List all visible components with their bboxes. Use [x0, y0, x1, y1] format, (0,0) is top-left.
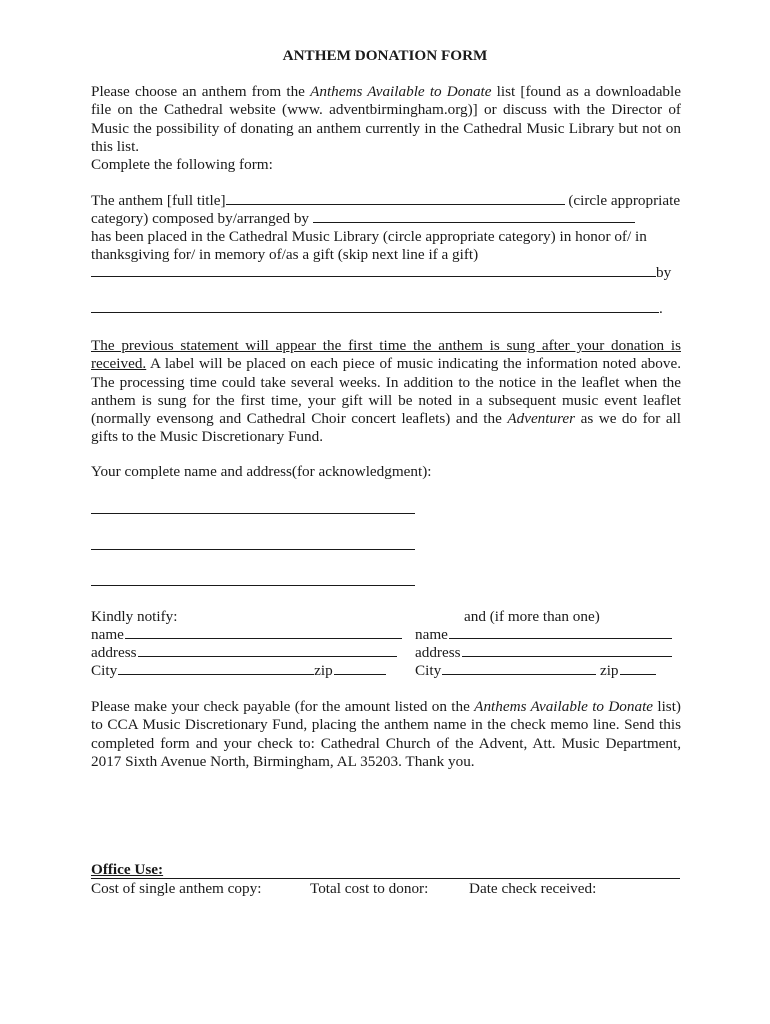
donor-row: [91, 300, 663, 318]
honoree-field[interactable]: [91, 264, 656, 277]
total-cost-label: Total cost to donor:: [310, 880, 429, 897]
notify-zip-field-2[interactable]: [620, 662, 656, 675]
form-title: ANTHEM DONATION FORM: [282, 47, 488, 64]
intro-text-start: Please choose an anthem from the: [91, 83, 311, 100]
by-label: by: [656, 264, 672, 281]
payment-list-name: Anthems Available to Donate: [474, 698, 654, 715]
donor-field[interactable]: [91, 300, 659, 313]
composer-label: category) composed by/arranged by: [91, 210, 313, 227]
notify-city-field-1[interactable]: [118, 662, 314, 675]
more-than-one-heading: and (if more than one): [464, 608, 600, 625]
notify-city-label-2: City: [415, 662, 442, 679]
composer-row: [91, 210, 635, 228]
donor-address-line-1[interactable]: [91, 513, 415, 514]
office-use-rule: [91, 878, 680, 879]
date-received-label: Date check received:: [469, 880, 597, 897]
notice-body-start: A label will be placed on each piece of music indicating the information noted above. The processing time could take several weeks. In addition to the notice in the leaflet when the anthem is sung for the first time, your gift will be noted in a subsequent music event leaflet (normally evensong and Cathedral Choir concert leaflets) and the: [91, 355, 681, 428]
notify-name-label-1: name: [91, 626, 124, 643]
library-placement-text: has been placed in the Cathedral Music Library (circle appropriate category) in honor of/ in: [91, 228, 647, 245]
intro-list-name: Anthems Available to Donate: [310, 83, 492, 100]
composer-field[interactable]: [313, 210, 635, 223]
notify-name-field-2[interactable]: [449, 626, 672, 639]
notify-city-field-2[interactable]: [442, 662, 596, 675]
notice-paragraph: [91, 337, 681, 447]
intro-text-end: list [found as a downloadable file on the Cathedral website (www. adventbirmingham.org)] or discuss with the Director of Music the possibility of donating an anthem currently in the Cathedral Music Library but not on this list.: [91, 83, 681, 155]
notify-city-row-2: [415, 662, 656, 680]
donor-address-line-2[interactable]: [91, 549, 415, 550]
notify-zip-field-1[interactable]: [334, 662, 386, 675]
payment-text-start: Please make your check payable (for the amount listed on the: [91, 698, 475, 715]
anthem-title-field[interactable]: [226, 192, 565, 205]
notify-city-label-1: City: [91, 662, 118, 679]
notify-zip-label-2: zip: [599, 662, 619, 679]
anthem-title-row: [91, 192, 680, 210]
notify-city-row-1: [91, 662, 386, 680]
payment-text-end: list) to CCA Music Discretionary Fund, placing the anthem name in the check memo line. Send this completed form and your check to: Cathedral Church of the Advent, Att. Music Department, 2017 Sixth Avenue North, Birmingham, AL 35203. Thank you.: [91, 698, 681, 770]
kindly-notify-heading: Kindly notify:: [91, 608, 178, 625]
name-address-prompt: Your complete name and address(for acknowledgment):: [91, 463, 432, 480]
donor-address-line-3[interactable]: [91, 585, 415, 586]
notify-address-row-1: [91, 644, 397, 662]
honoree-row: [91, 264, 671, 282]
donor-period: .: [659, 300, 663, 317]
honor-category-text: thanksgiving for/ in memory of/as a gift (skip next line if a gift): [91, 246, 479, 263]
adventurer-name: Adventurer: [507, 410, 576, 428]
intro-paragraph: [91, 83, 681, 156]
notify-address-field-2[interactable]: [462, 644, 672, 657]
notify-name-label-2: name: [415, 626, 448, 643]
payment-paragraph: [91, 698, 681, 771]
notice-underlined-statement: The previous statement will appear the first time the anthem is sung after your donation is received.: [91, 337, 681, 373]
notify-address-label-2: address: [415, 644, 461, 661]
anthem-title-label: The anthem [full title]: [91, 192, 226, 209]
notify-address-field-1[interactable]: [138, 644, 397, 657]
notice-body-end: as we do for all gifts to the Music Discretionary Fund.: [91, 410, 681, 446]
notify-address-row-2: [415, 644, 672, 662]
cost-single-label: Cost of single anthem copy:: [91, 880, 262, 897]
notify-name-field-1[interactable]: [125, 626, 402, 639]
circle-category-text: (circle appropriate: [564, 192, 681, 209]
notify-name-row-2: [415, 626, 672, 644]
office-use-heading: Office Use:: [91, 861, 164, 878]
notify-address-label-1: address: [91, 644, 137, 661]
complete-prompt: Complete the following form:: [91, 156, 273, 173]
notify-zip-label-1: zip: [314, 662, 333, 679]
notify-name-row-1: [91, 626, 402, 644]
